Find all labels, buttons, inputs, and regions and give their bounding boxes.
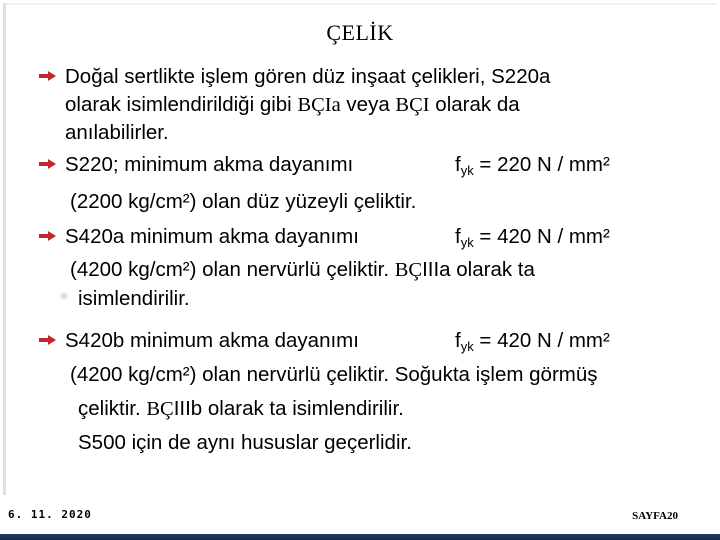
footer-page-number: SAYFA20 — [632, 510, 678, 522]
bullet-4-lead: S420b minimum akma dayanımı — [65, 329, 359, 352]
formula-value: = 420 N / mm² — [473, 329, 610, 352]
bullet-2-continuation: (2200 kg/cm²) olan düz yüzeyli çeliktir. — [70, 190, 417, 213]
formula-value: = 420 N / mm² — [473, 225, 610, 248]
steel-code-bci: BÇI — [395, 94, 430, 116]
bullet-2-formula — [455, 153, 610, 177]
bullet-4-formula — [455, 329, 610, 353]
text-segment: veya — [340, 93, 396, 116]
bullet-4-continuation-3: S500 için de aynı hususlar geçerlidir. — [78, 431, 412, 454]
bullet-1-line-1: Doğal sertlikte işlem gören düz inşaat çelikleri, S220a — [65, 65, 551, 88]
formula-subscript: yk — [460, 235, 474, 250]
text-segment: (4200 kg/cm²) olan nervürlü çeliktir. — [70, 258, 395, 281]
formula-subscript: yk — [460, 339, 474, 354]
formula-symbol: f — [455, 329, 461, 352]
footer-rule — [0, 534, 720, 540]
arrow-bullet-icon — [38, 230, 58, 242]
text-segment: olarak da — [429, 93, 520, 116]
bullet-1-line-3: anılabilirler. — [65, 121, 169, 144]
left-rule — [3, 3, 6, 495]
bullet-1-line-2 — [65, 93, 520, 117]
steel-code-prefix: BÇ — [394, 259, 423, 281]
formula-subscript: yk — [460, 163, 474, 178]
bullet-3-formula — [455, 225, 610, 249]
text-segment: IIIb olarak ta isimlendirilir. — [173, 397, 404, 420]
top-rule — [3, 3, 717, 5]
faint-dot — [60, 292, 68, 300]
bullet-3-continuation — [70, 258, 535, 282]
bullet-4-continuation-2 — [78, 397, 404, 421]
text-segment: olarak isimlendirildiği gibi — [65, 93, 298, 116]
formula-symbol: f — [455, 153, 461, 176]
arrow-bullet-icon — [38, 334, 58, 346]
text-segment: IIIa olarak ta — [422, 258, 535, 281]
arrow-bullet-icon — [38, 158, 58, 170]
steel-code-bcia: BÇIa — [297, 94, 341, 116]
steel-code-prefix: BÇ — [146, 398, 174, 420]
text-segment: çeliktir. — [78, 397, 147, 420]
formula-value: = 220 N / mm² — [473, 153, 610, 176]
footer-date: 6. 11. 2020 — [8, 508, 92, 521]
bullet-4-continuation: (4200 kg/cm²) olan nervürlü çeliktir. Soğukta işlem görmüş — [70, 363, 598, 386]
slide-title: ÇELİK — [326, 20, 394, 45]
formula-symbol: f — [455, 225, 461, 248]
bullet-2-lead: S220; minimum akma dayanımı — [65, 153, 354, 176]
bullet-3-lead: S420a minimum akma dayanımı — [65, 225, 359, 248]
bullet-3-continuation-2: isimlendirilir. — [78, 287, 190, 310]
arrow-bullet-icon — [38, 70, 58, 82]
